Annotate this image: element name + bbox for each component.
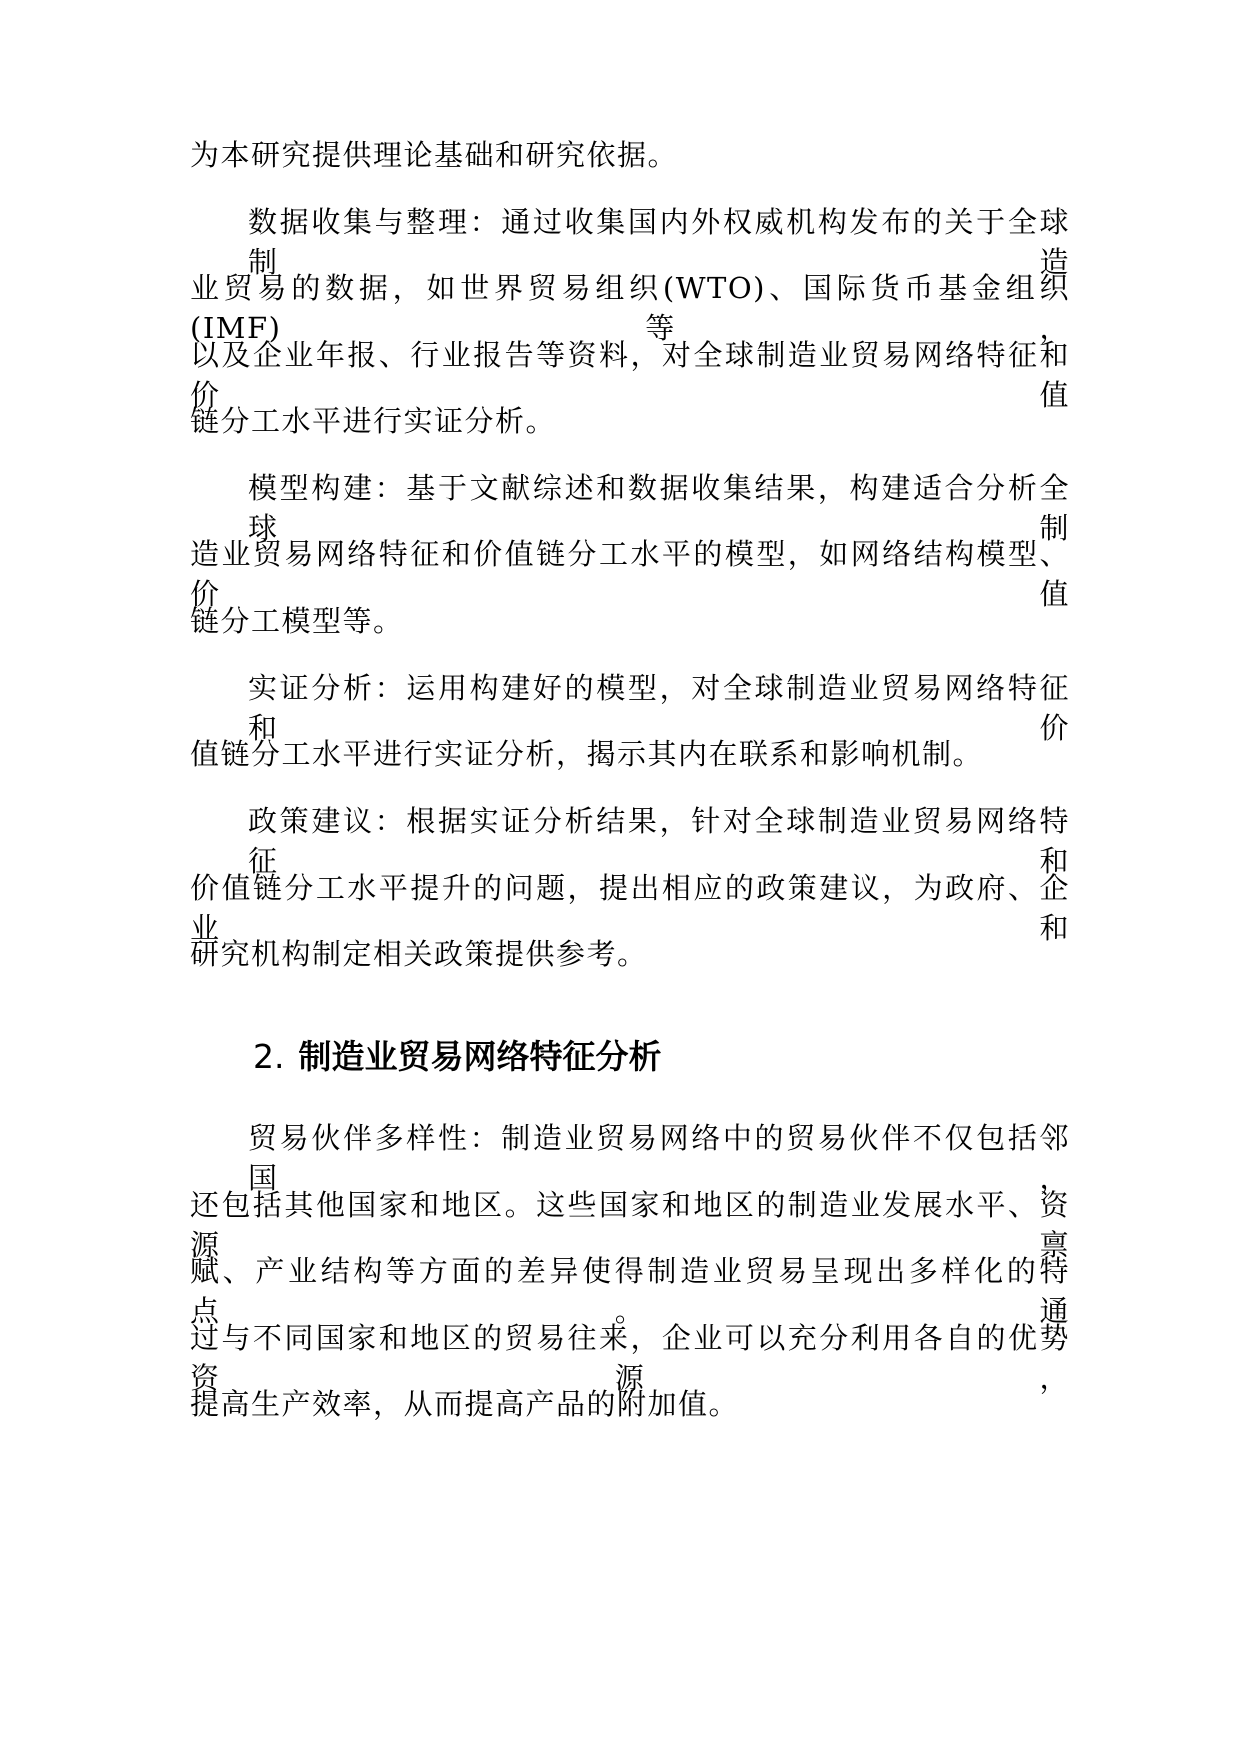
paragraph-line: 数据收集与整理：通过收集国内外权威机构发布的关于全球制造: [248, 205, 1070, 279]
paragraph-line: 实证分析：运用构建好的模型，对全球制造业贸易网络特征和价: [248, 671, 1070, 745]
section-title: 制造业贸易网络特征分析: [298, 1037, 662, 1076]
paragraph-line: 以及企业年报、行业报告等资料，对全球制造业贸易网络特征和价值: [190, 338, 1070, 412]
paragraph-line: 研究机构制定相关政策提供参考。: [190, 937, 648, 971]
paragraph-line: 造业贸易网络特征和价值链分工水平的模型，如网络结构模型、价值: [190, 537, 1070, 611]
paragraph-line: 为本研究提供理论基础和研究依据。: [190, 138, 679, 172]
paragraph-line: 业贸易的数据，如世界贸易组织(WTO)、国际货币基金组织(IMF)等，: [190, 271, 1070, 345]
paragraph-line: 提高生产效率，从而提高产品的附加值。: [190, 1387, 740, 1421]
paragraph-line: 政策建议：根据实证分析结果，针对全球制造业贸易网络特征和: [248, 804, 1070, 878]
paragraph-line: 模型构建：基于文献综述和数据收集结果，构建适合分析全球制: [248, 471, 1070, 545]
section-number: 2.: [253, 1037, 285, 1076]
section-heading: [253, 1035, 1053, 1079]
paragraph-line: 还包括其他国家和地区。这些国家和地区的制造业发展水平、资源禀: [190, 1188, 1070, 1262]
paragraph-line: 过与不同国家和地区的贸易往来，企业可以充分利用各自的优势资源，: [190, 1321, 1070, 1395]
paragraph-line: 链分工模型等。: [190, 604, 404, 638]
paragraph-line: 价值链分工水平提升的问题，提出相应的政策建议，为政府、企业和: [190, 871, 1070, 945]
paragraph-line: 链分工水平进行实证分析。: [190, 404, 557, 438]
paragraph-line: 贸易伙伴多样性：制造业贸易网络中的贸易伙伴不仅包括邻国，: [248, 1121, 1070, 1195]
paragraph-line: 赋、产业结构等方面的差异使得制造业贸易呈现出多样化的特点。通: [190, 1254, 1070, 1328]
paragraph-line: 值链分工水平进行实证分析，揭示其内在联系和影响机制。: [190, 737, 984, 771]
